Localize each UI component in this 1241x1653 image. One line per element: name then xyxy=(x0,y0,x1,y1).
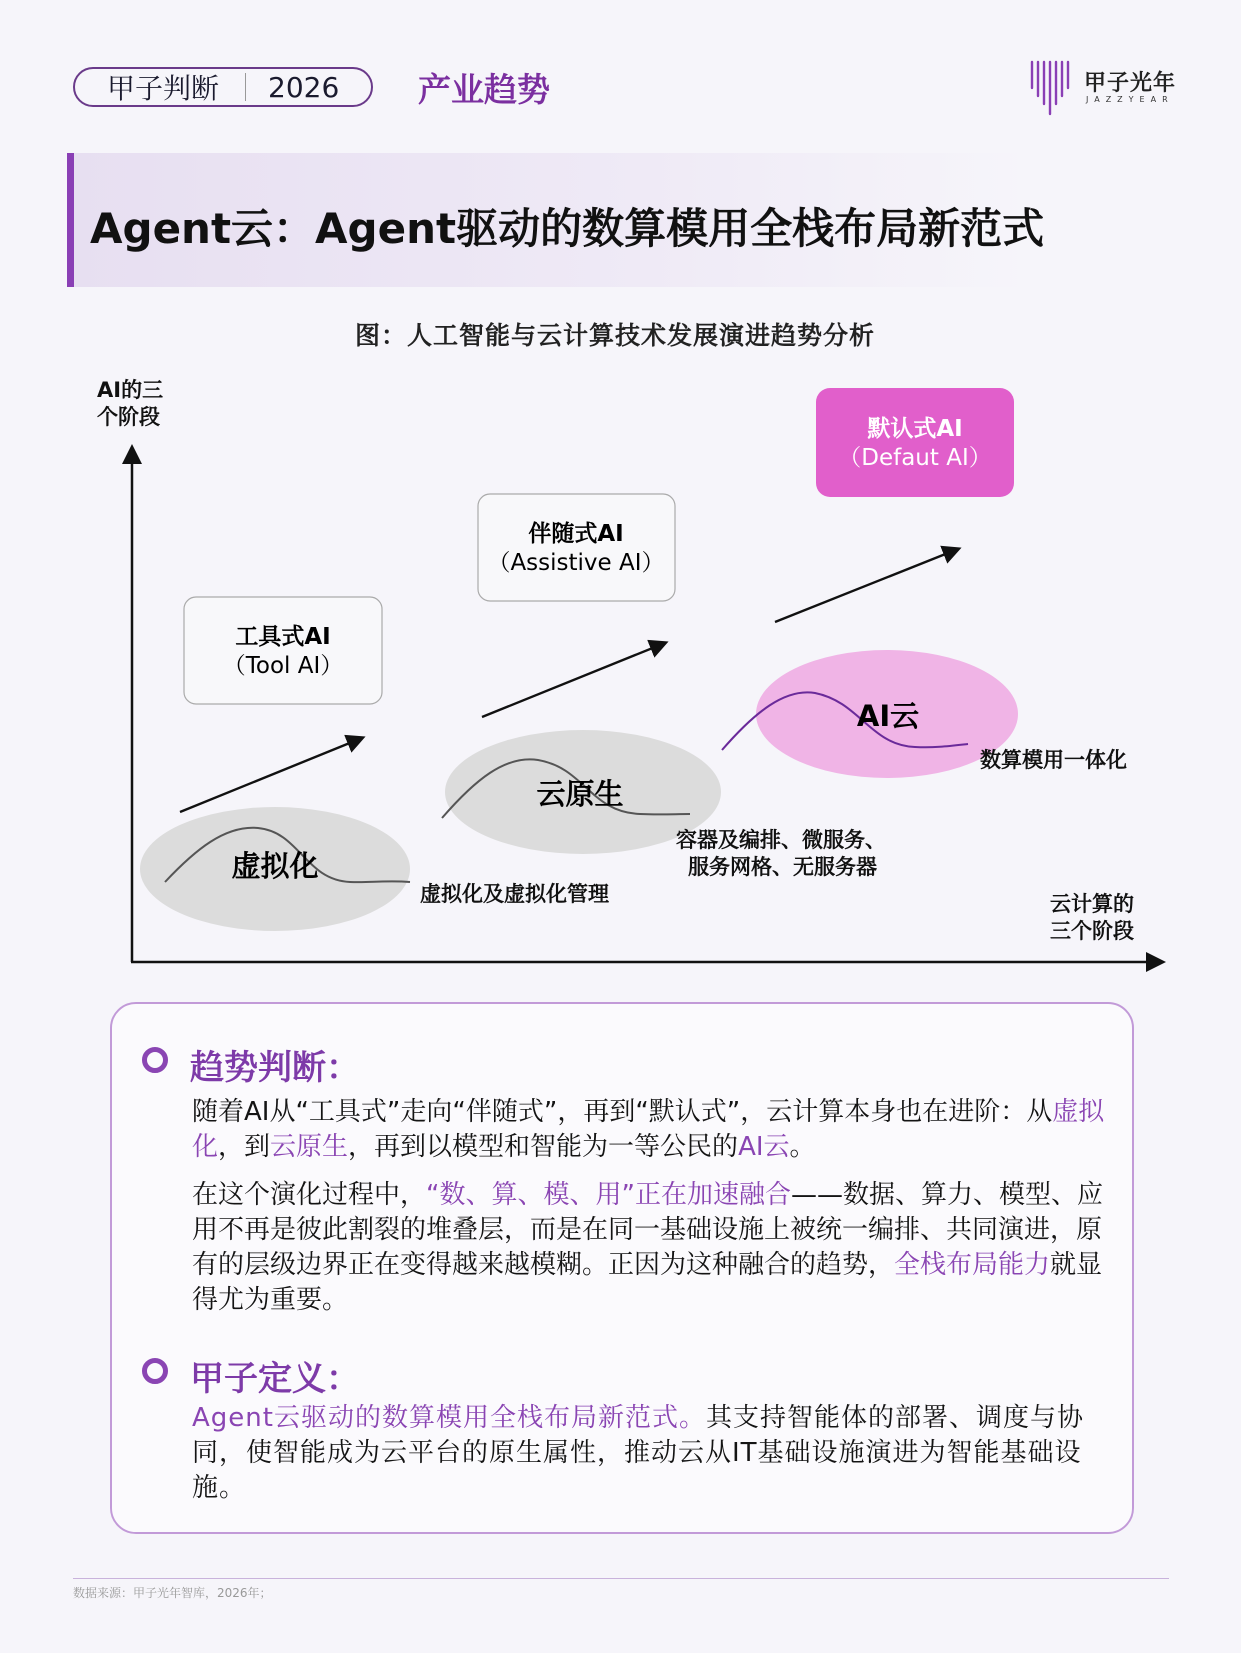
ai-stage-tool-name: 工具式AI xyxy=(235,624,331,650)
x-axis-label-line2: 三个阶段 xyxy=(1050,919,1134,943)
judgement-p1-highlight-cloudnative: 云原生 xyxy=(270,1132,349,1162)
judgement-p1-highlight-aicloud: AI云 xyxy=(738,1132,790,1162)
evolution-diagram xyxy=(0,360,1241,980)
logo-text-cn: 甲子光年 xyxy=(1084,71,1177,96)
cloud-stage-aicloud-name: AI云 xyxy=(856,699,920,733)
definition-highlight: Agent云驱动的数算模用全栈布局新范式。 xyxy=(192,1403,706,1433)
cloud-stage-aicloud-desc: 数算模用一体化 xyxy=(980,748,1127,772)
judgement-p2-text-2: ——数据、算力、模型、应用不再是彼此割裂的堆叠层，而是在同一基础设施上被统一编排、共同演进，原有的层级边界正在变得越来越模糊。正因为这种融合的趋势， xyxy=(192,1180,1103,1280)
x-axis-label-line1: 云计算的 xyxy=(1050,892,1134,916)
judgement-p2-highlight-fullstack: 全栈布局能力 xyxy=(894,1250,1051,1280)
judgement-p2-text-3: 就显得尤为重要。 xyxy=(192,1250,1103,1315)
judgement-p1-text-1: 随着AI从“工具式”走向“伴随式”，再到“默认式”，云计算本身也在进阶：从 xyxy=(192,1097,1053,1127)
ai-stage-box-assistive xyxy=(478,494,675,601)
ai-stage-assistive-name: 伴随式AI xyxy=(528,521,624,547)
cloud-stage-virtualization-desc: 虚拟化及虚拟化管理 xyxy=(420,882,609,906)
figure-caption: 图：人工智能与云计算技术发展演进趋势分析 xyxy=(355,321,876,350)
trend-arrow-1 xyxy=(180,738,362,812)
definition-heading: 甲子定义： xyxy=(190,1359,360,1399)
judgement-p2-text-1: 在这个演化过程中， xyxy=(192,1180,427,1210)
ai-stage-assistive-en: （Assistive AI） xyxy=(487,550,665,576)
footer-divider xyxy=(73,1578,1169,1579)
header-tag-divider xyxy=(245,73,246,101)
ai-stage-default-name: 默认式AI xyxy=(867,416,963,442)
cloud-stage-virtualization-name: 虚拟化 xyxy=(231,849,319,883)
source-note: 数据来源：甲子光年智库，2026年； xyxy=(73,1586,272,1600)
header-tag-year: 2026 xyxy=(268,70,340,104)
circle-bullet-icon xyxy=(142,1047,168,1073)
cloud-stage-cloudnative-desc-line2: 服务网格、无服务器 xyxy=(688,855,877,879)
logo-text-en: JAZZYEAR xyxy=(1086,95,1174,104)
judgement-p2-highlight-fusion: “数、算、模、用”正在加速融合 xyxy=(426,1180,791,1210)
ai-stage-box-tool xyxy=(184,597,382,704)
cloud-stage-cloudnative-name: 云原生 xyxy=(536,777,624,811)
page-title: Agent云：Agent驱动的数算模用全栈布局新范式 xyxy=(90,204,1045,253)
trend-arrow-3 xyxy=(775,549,958,622)
definition-text: 其支持智能体的部署、调度与协同，使智能成为云平台的原生属性，推动云从IT基础设施演进为智能基础设施。 xyxy=(192,1403,1084,1503)
y-axis-label-line1: AI的三 xyxy=(97,378,164,402)
ai-stage-default-en: （Defaut AI） xyxy=(838,445,992,471)
judgement-paragraph-2 xyxy=(192,1178,1122,1318)
header-tag xyxy=(73,67,373,107)
circle-bullet-icon xyxy=(142,1358,168,1384)
judgement-p1-text-3: ，再到以模型和智能为一等公民的 xyxy=(348,1132,739,1162)
y-axis-label-line2: 个阶段 xyxy=(97,405,160,429)
judgement-paragraph-1 xyxy=(192,1095,1122,1165)
judgement-p1-highlight-virtualization: 虚拟化 xyxy=(192,1097,1105,1162)
cloud-stage-cloudnative-desc-line1: 容器及编排、微服务、 xyxy=(676,828,886,852)
ai-stage-box-default xyxy=(816,388,1014,497)
ai-stage-tool-en: （Tool AI） xyxy=(222,653,344,679)
header-tag-label: 甲子判断 xyxy=(107,72,220,105)
judgement-p1-text-2: ，到 xyxy=(218,1132,271,1162)
section-title: 产业趋势 xyxy=(418,70,550,109)
trend-arrow-2 xyxy=(482,643,665,717)
judgement-heading: 趋势判断： xyxy=(190,1048,360,1088)
definition-paragraph xyxy=(192,1401,1122,1506)
judgement-p1-text-4: 。 xyxy=(789,1132,816,1162)
